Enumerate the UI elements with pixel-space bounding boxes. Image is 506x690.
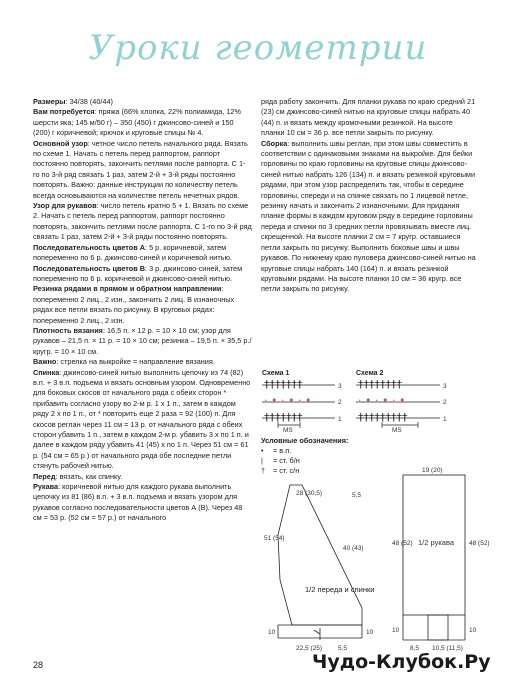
legend <box>261 436 348 476</box>
page-number: 28 <box>33 660 44 670</box>
legend-item: | = ст. б/н <box>261 456 300 465</box>
pattern-right-bottom2: 10,5 (11,5) <box>432 645 463 652</box>
scheme2-row3: 3 <box>443 383 447 390</box>
legend-item: • = в.п. <box>261 446 292 455</box>
scheme1-row3: 3 <box>338 383 342 390</box>
paragraph: Узор для рукавов: число петель кратно 5 + 1. Вязать по схеме 2. Начать с петель перед раппортом, раппорт постоянно повторять, закончить петлями после раппорта. С 1-го по 3-й ряд связать 1 раз, затем 2-й + 3-й ряды постоянно повторять. <box>33 201 252 242</box>
scheme2-ms: МS <box>392 427 402 434</box>
paragraph: Перед: вязать, как спинку. <box>33 471 123 481</box>
paragraph: ряда работу закончить. Для планки рукава по краю средний 21 (23) см джинсово-синей нитью на круговые спицы набрать 40 (44) п. и вязать между кромочными резинкой. На высоте планки 10 см = 36 р. все петли закрыть по рисунку. <box>261 97 476 138</box>
pattern-left-top-right: 5,5 <box>352 492 362 499</box>
bar-icon: | <box>261 456 263 465</box>
pattern-left-side: 51 (54) <box>264 535 285 542</box>
pattern-right-label: 1/2 рукава <box>418 538 455 547</box>
pattern-right-left: 48 (52) <box>392 540 413 547</box>
legend-title: Условные обозначения: <box>261 436 349 445</box>
pattern-right-br: 10 <box>469 627 477 634</box>
dot-icon: • <box>261 446 264 455</box>
site-watermark: Чудо-Клубок.Ру <box>312 651 491 673</box>
paragraph: Размеры: 34/38 (40/44) <box>33 97 113 106</box>
pattern-right-bl: 10 <box>392 627 400 634</box>
svg-text:· • · • · •: · • · • · • <box>358 394 406 407</box>
dagger-icon: † <box>261 466 266 475</box>
scheme2-row1: 1 <box>443 416 447 423</box>
scheme2-symbols <box>358 378 408 424</box>
paragraph: Сборка: выполнить швы реглан, при этом швы совместить в соответствии с одинаковыми знаками на выкройке. Для бейки горловины по краю горловины на круговые спицы джинсово-синей нитью набрать 126 (134) п. и вязать резинкой круговыми рядами, при этом узор распределить так, чтобы в середине горловины, спереди и на спинке связать по 1 лицевой петле, резинку начать и закончить 2 изнаночными. Для придания планке формы в каждом круговом ряду в середине горловины переда и спинки по 3 средних петли провязывать вместе лиц. скрещенной. На высоте планки 2 см = 7 кругр. оставшиеся петли закрыть по рисунку. Выполнить боковые швы и швы рукавов. По нижнему краю пуловера джинсово-синей нитью на круговые спицы набрать 140 (164) п. и вязать резинкой круговыми рядами. На высоте планки 10 см = 36 кругр. все петли закрыть по рисунку. <box>261 138 476 294</box>
scheme2-title: Схема 2 <box>356 370 384 377</box>
paragraph: Резинка рядами в прямом и обратном направлении: попеременно 2 лиц., 2 изн., закончить 2 лиц. В изнаночных рядах все петли вязать по рисунку. В круговых рядах: попеременно 2 лиц., 2 изн. <box>33 284 235 325</box>
legend-item: † = ст. с/н <box>261 466 300 475</box>
scheme2-row2: 2 <box>443 399 447 406</box>
paragraph: Вам потребуется: пряжа (66% хлопка, 22% полиамида, 12% шерсти яка; 145 м/50 г) – 350 (450) г джинсово-синей и 150 (200) г коричневой; крючок и круговые спицы № 4. <box>33 107 241 138</box>
page-title: Уроки геометрии <box>88 28 428 68</box>
paragraph: Последовательность цветов А: 5 р. коричневой, затем попеременно по 6 р. джинсово-синей и коричневой нитью. <box>33 242 232 263</box>
pattern-left-mid: 40 (43) <box>343 545 364 552</box>
pattern-left-bottom-r: 5,5 <box>338 645 348 652</box>
paragraph: Последовательность цветов В: 3 р. джинсово-синей, затем попеременно по 6 р. коричневой и джинсово-синей нитью. <box>33 263 243 283</box>
pattern-left-br: 10 <box>366 629 374 636</box>
scheme1-title: Схема 1 <box>262 370 290 377</box>
pattern-sleeve <box>403 475 465 640</box>
pattern-right-right: 48 (52) <box>469 540 490 547</box>
pattern-left-bottom: 22,5 (25) <box>296 645 323 652</box>
svg-text:†††††††: ††††††† <box>264 411 303 424</box>
pattern-left-bl: 10 <box>268 629 276 636</box>
pattern-left-label: 1/2 переда и спинки <box>305 585 375 594</box>
paragraph: Важно: стрелка на выкройке = направление вязания. <box>33 357 215 367</box>
svg-text:· • · • · •: · • · • · • <box>264 394 312 407</box>
pattern-left-top: 28 (30,5) <box>296 490 323 497</box>
scheme1-row2: 2 <box>338 399 342 406</box>
paragraph: Рукава: коричневой нитью для каждого рукава выполнить цепочку из 81 (86) в.п. + 3 в.п. подъема и вязать узором для рукавов согласно последовательности цветов А (В). Через 48 см = 53 р. (52 см = 57 р.) от начального <box>33 482 243 523</box>
svg-text:†††††††††: ††††††††† <box>358 411 408 424</box>
svg-text:†††††††: ††††††† <box>264 378 303 391</box>
scheme1-row1: 1 <box>338 416 342 423</box>
paragraph: Основной узор: четное число петель начального ряда. Вязать по схеме 1. Начать с петель перед раппортом, раппорт постоянно повторять, закончить петлями после раппорта. С 1-го по 3-й ряд связать 1 раз, затем 2-й + 3-й ряды постоянно повторять. Важно: данные инструкции по количеству петель всегда основываются на количестве петель нечетных рядов. <box>33 138 248 200</box>
svg-text:††††††††: †††††††† <box>358 378 402 391</box>
paragraph: Плотность вязания: 16,5 п. × 12 р. = 10 × 10 см; узор для рукавов – 21,5 п. × 11 р. = 10 × 10 см; резинка – 19,5 п. × 35,5 р./кругр. = 10 × 10 см. <box>33 325 252 356</box>
scheme1-ms: МS <box>283 427 293 434</box>
pattern-right-top: 19 (20) <box>422 467 443 474</box>
paragraph: Спинка: джинсово-синей нитью выполнить цепочку из 74 (82) в.п. + 3 в.п. подъема и вязать основным узором. Одновременно для боковых скосов от начального ряда с обеих сторон * прибавить согласно узору во 2-м р. 1 х 1 п., затем в каждом ряду 2 х по 1 п., от * повторить еще 2 раза = 92 (100) п. Для скосов реглан через 11 см = 13 р. от начального ряда с обеих сторон убавить 1 п., затем в каждом 2-м р. убавить 3 х по 1 п. и далее в каждом ряду убавить 41 (45) х по 1 п. Через 51 см = 61 р. (54 см = 65 р.) от начального ряда обе последние петли стянуть рабочей нитью. <box>33 367 251 471</box>
pattern-right-bottom: 8,5 <box>410 645 420 652</box>
pattern-front-back <box>278 485 362 640</box>
